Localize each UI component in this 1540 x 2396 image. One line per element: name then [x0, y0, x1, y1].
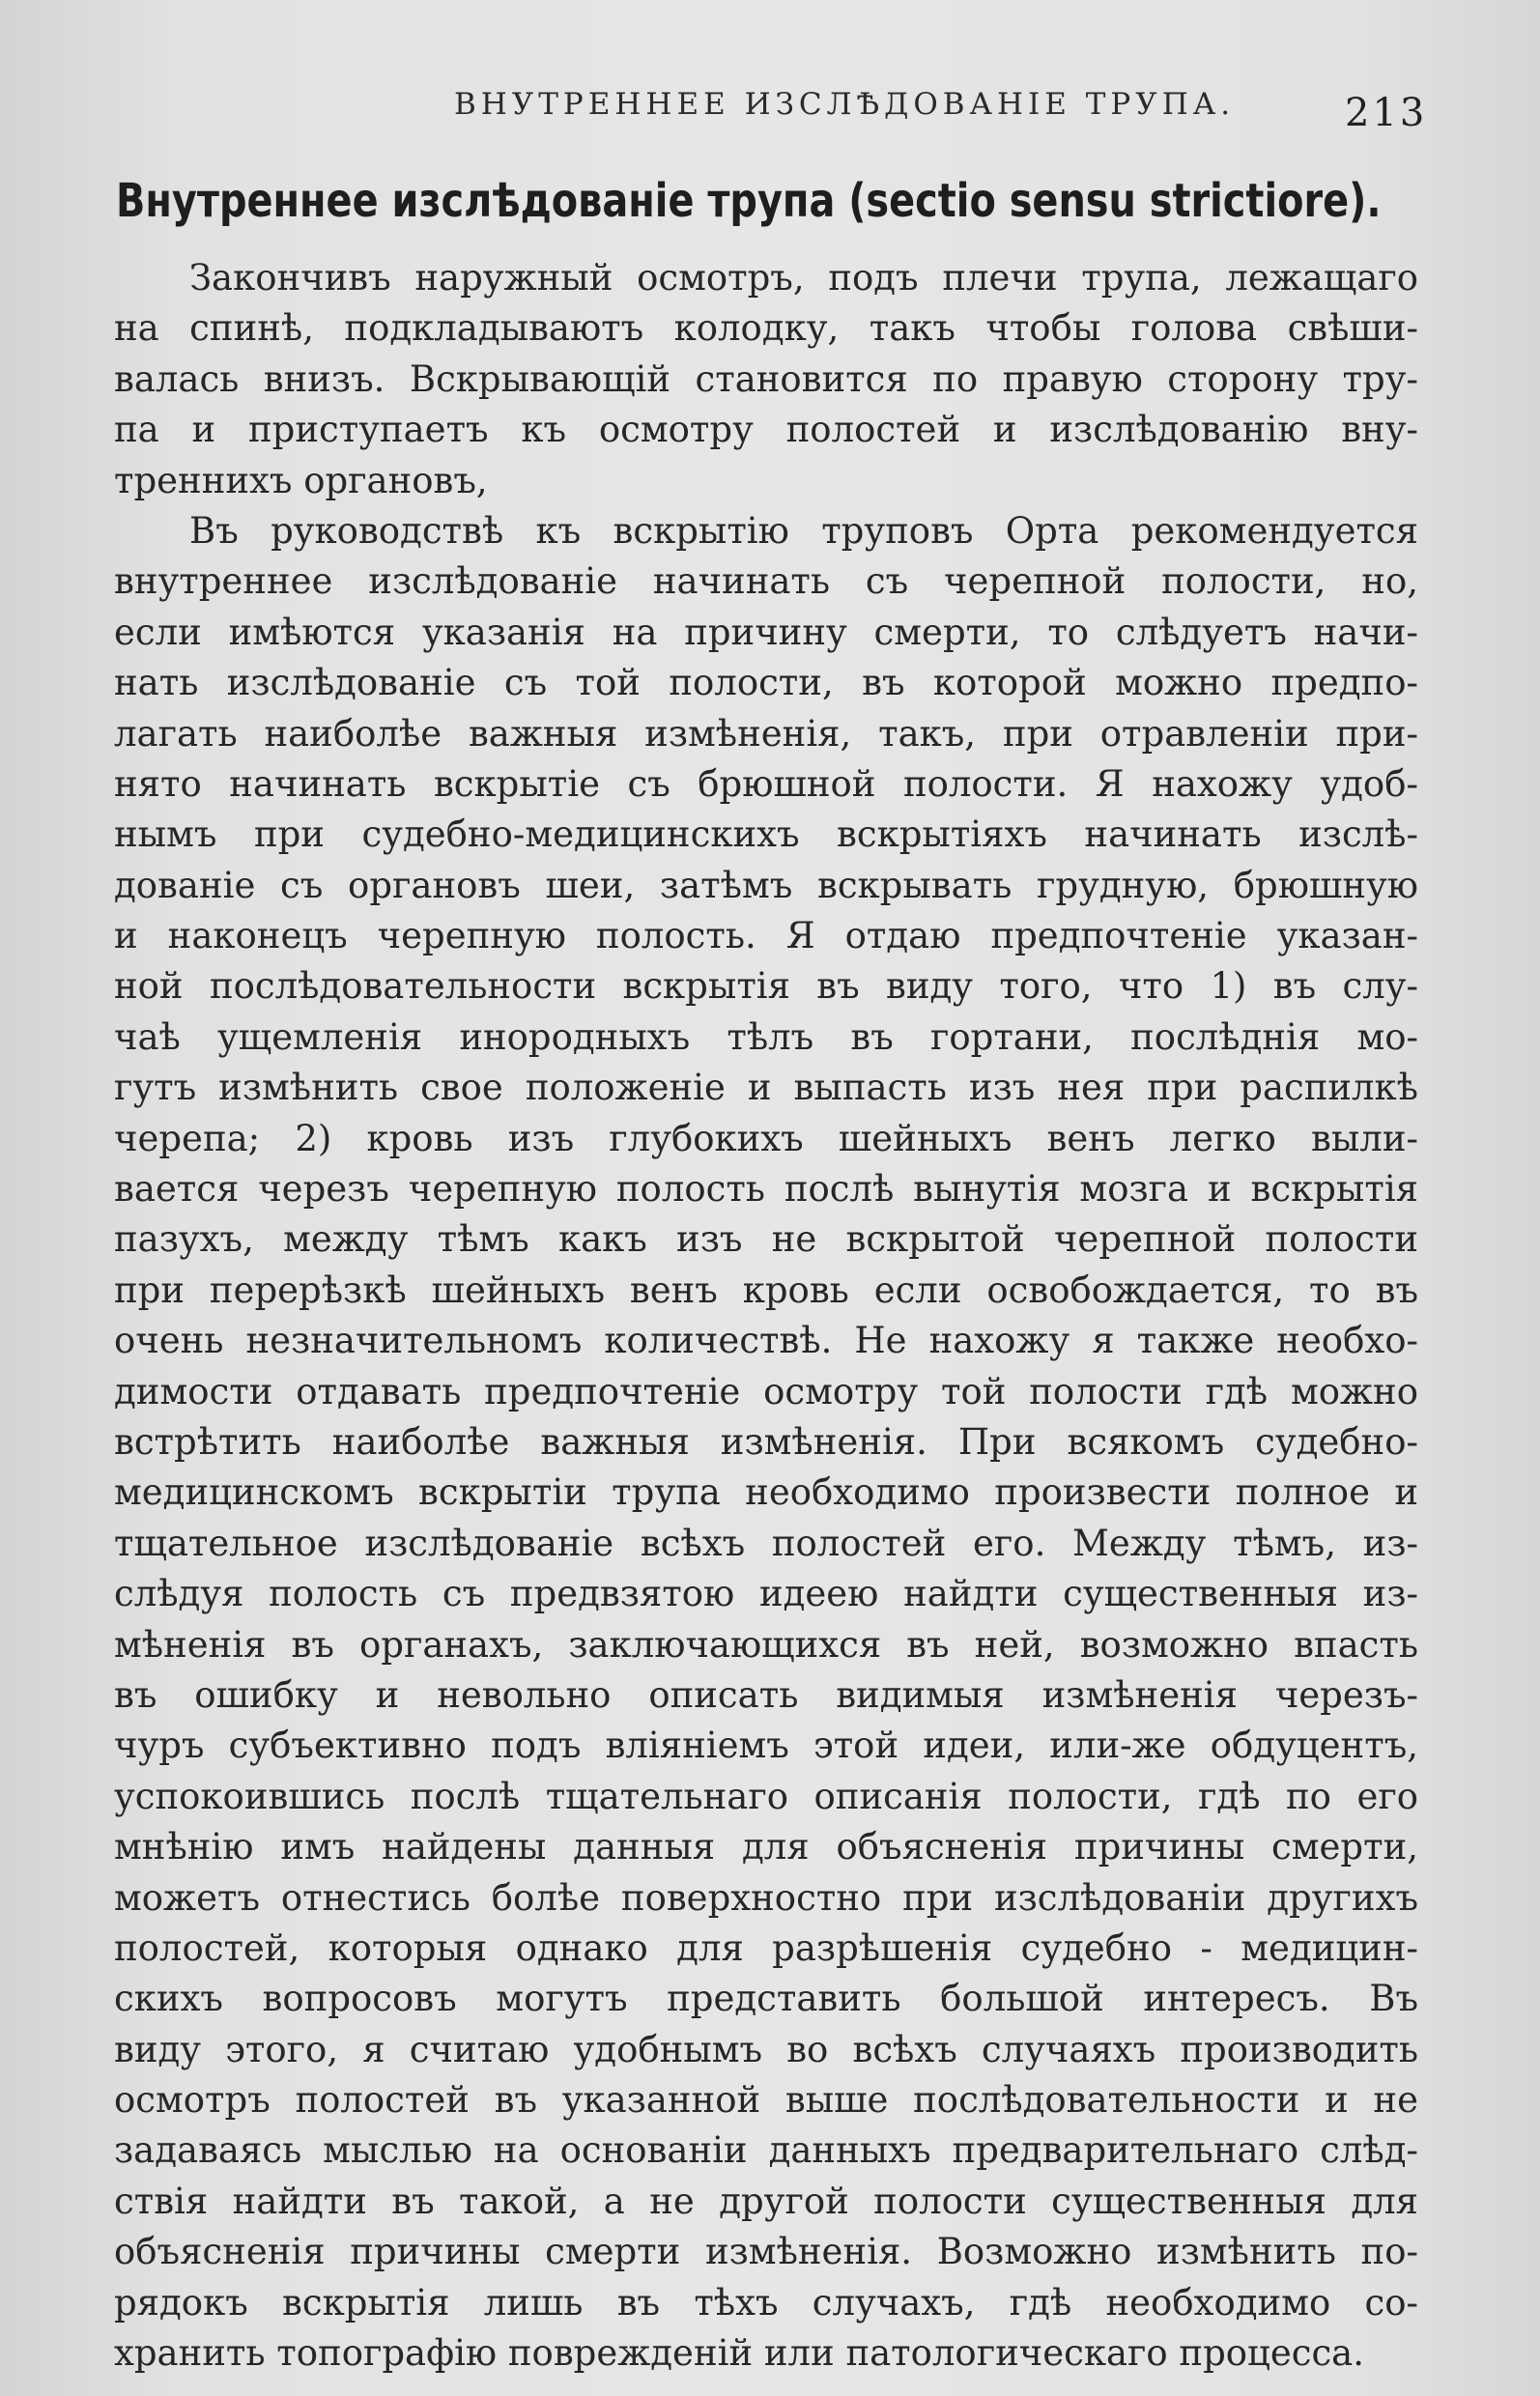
text-line: димости отдавать предпочтеніе осмотру той полости гдѣ можно	[114, 1370, 1418, 1412]
text-line: лагать наиболѣе важныя измѣненія, такъ, при отравленіи при-	[114, 712, 1418, 755]
running-header: ВНУТРЕННЕЕ ИЗСЛѢДОВАНІЕ ТРУПА.	[454, 87, 1236, 122]
text-line: медицинскомъ вскрытіи трупа необходимо произвести полное и	[114, 1471, 1418, 1514]
text-line: при перерѣзкѣ шейныхъ венъ кровь если освобождается, то въ	[114, 1269, 1418, 1311]
text-line: гутъ измѣнить свое положеніе и выпасть изъ нея при распилкѣ	[114, 1067, 1418, 1109]
text-line: чуръ субъективно подъ вліяніемъ этой идеи, или-же обдуцентъ,	[114, 1725, 1418, 1767]
text-line: дованіе съ органовъ шеи, затѣмъ вскрывать грудную, брюшную	[114, 864, 1418, 906]
text-line: въ ошибку и невольно описать видимыя измѣненія черезъ-	[114, 1673, 1418, 1716]
text-line: очень незначительномъ количествѣ. Не нахожу я также необхо-	[114, 1320, 1418, 1362]
text-line: встрѣтить наиболѣе важныя измѣненія. При всякомъ судебно-	[114, 1420, 1418, 1463]
text-line: нято начинать вскрытіе съ брюшной полости. Я нахожу удоб-	[114, 762, 1418, 805]
text-line: слѣдуя полость съ предвзятою идеею найдти существенныя из-	[114, 1573, 1418, 1615]
text-line: мѣненія въ органахъ, заключающихся въ ней, возможно впасть	[114, 1623, 1418, 1666]
text-line: осмотръ полостей въ указанной выше послѣдовательности и не	[114, 2079, 1418, 2122]
body-text	[114, 253, 1418, 2379]
text-line: валась внизъ. Вскрывающій становится по правую сторону тру-	[114, 357, 1418, 400]
text-line: хранить топографію поврежденій или патологическаго процесса.	[114, 2332, 1365, 2375]
section-title: Внутреннее изслѣдованіе трупа (sectio sensu strictiore).	[116, 174, 1382, 228]
text-line: треннихъ органовъ,	[114, 459, 488, 501]
text-line: полостей, которыя однако для разрѣшенія судебно - медицин-	[114, 1926, 1418, 1969]
text-line: рядокъ вскрытія лишь въ тѣхъ случахъ, гдѣ необходимо со-	[114, 2281, 1418, 2324]
text-line: и наконецъ черепную полость. Я отдаю предпочтеніе указан-	[114, 915, 1418, 957]
text-line: ствія найдти въ такой, а не другой полости существенныя для	[114, 2180, 1418, 2222]
text-line: черепа; 2) кровь изъ глубокихъ шейныхъ венъ легко выли-	[114, 1117, 1418, 1159]
text-line: успокоившись послѣ тщательнаго описанія полости, гдѣ по его	[114, 1775, 1418, 1817]
text-line: виду этого, я считаю удобнымъ во всѣхъ случаяхъ производить	[114, 2028, 1418, 2070]
text-line: па и приступаетъ къ осмотру полостей и изслѣдованію вну-	[114, 409, 1418, 451]
text-line: Въ руководствѣ къ вскрытію труповъ Орта рекомендуется	[189, 509, 1418, 552]
text-line: Закончивъ наружный осмотръ, подъ плечи трупа, лежащаго	[189, 257, 1418, 299]
text-line: чаѣ ущемленія инородныхъ тѣлъ въ гортани, послѣднія мо-	[114, 1015, 1418, 1058]
text-line: можетъ отнестись болѣе поверхностно при изслѣдованіи другихъ	[114, 1876, 1418, 1919]
text-line: мнѣнію имъ найдены данныя для объясненія причины смерти,	[114, 1826, 1418, 1868]
text-line: объясненія причины смерти измѣненія. Возможно измѣнить по-	[114, 2231, 1418, 2273]
page-number: 213	[1345, 91, 1428, 135]
text-line: ной послѣдовательности вскрытія въ виду того, что 1) въ слу-	[114, 965, 1418, 1008]
text-line: если имѣются указанія на причину смерти, то слѣдуетъ начи-	[114, 611, 1418, 653]
text-line: нымъ при судебно-медицинскихъ вскрытіяхъ начинать изслѣ-	[114, 813, 1418, 856]
text-line: задаваясь мыслью на основаніи данныхъ предварительнаго слѣд-	[114, 2129, 1418, 2172]
text-line: пазухъ, между тѣмъ какъ изъ не вскрытой черепной полости	[114, 1218, 1418, 1261]
text-line: на спинѣ, подкладываютъ колодку, такъ чтобы голова свѣши-	[114, 307, 1418, 350]
text-line: внутреннее изслѣдованіе начинать съ черепной полости, но,	[114, 560, 1418, 603]
text-line: нать изслѣдованіе съ той полости, въ которой можно предпо-	[114, 662, 1418, 704]
text-line: вается черезъ черепную полость послѣ вынутія мозга и вскрытія	[114, 1168, 1418, 1211]
text-line: скихъ вопросовъ могутъ представить большой интересъ. Въ	[114, 1978, 1418, 2020]
text-line: тщательное изслѣдованіе всѣхъ полостей его. Между тѣмъ, из-	[114, 1522, 1418, 1564]
